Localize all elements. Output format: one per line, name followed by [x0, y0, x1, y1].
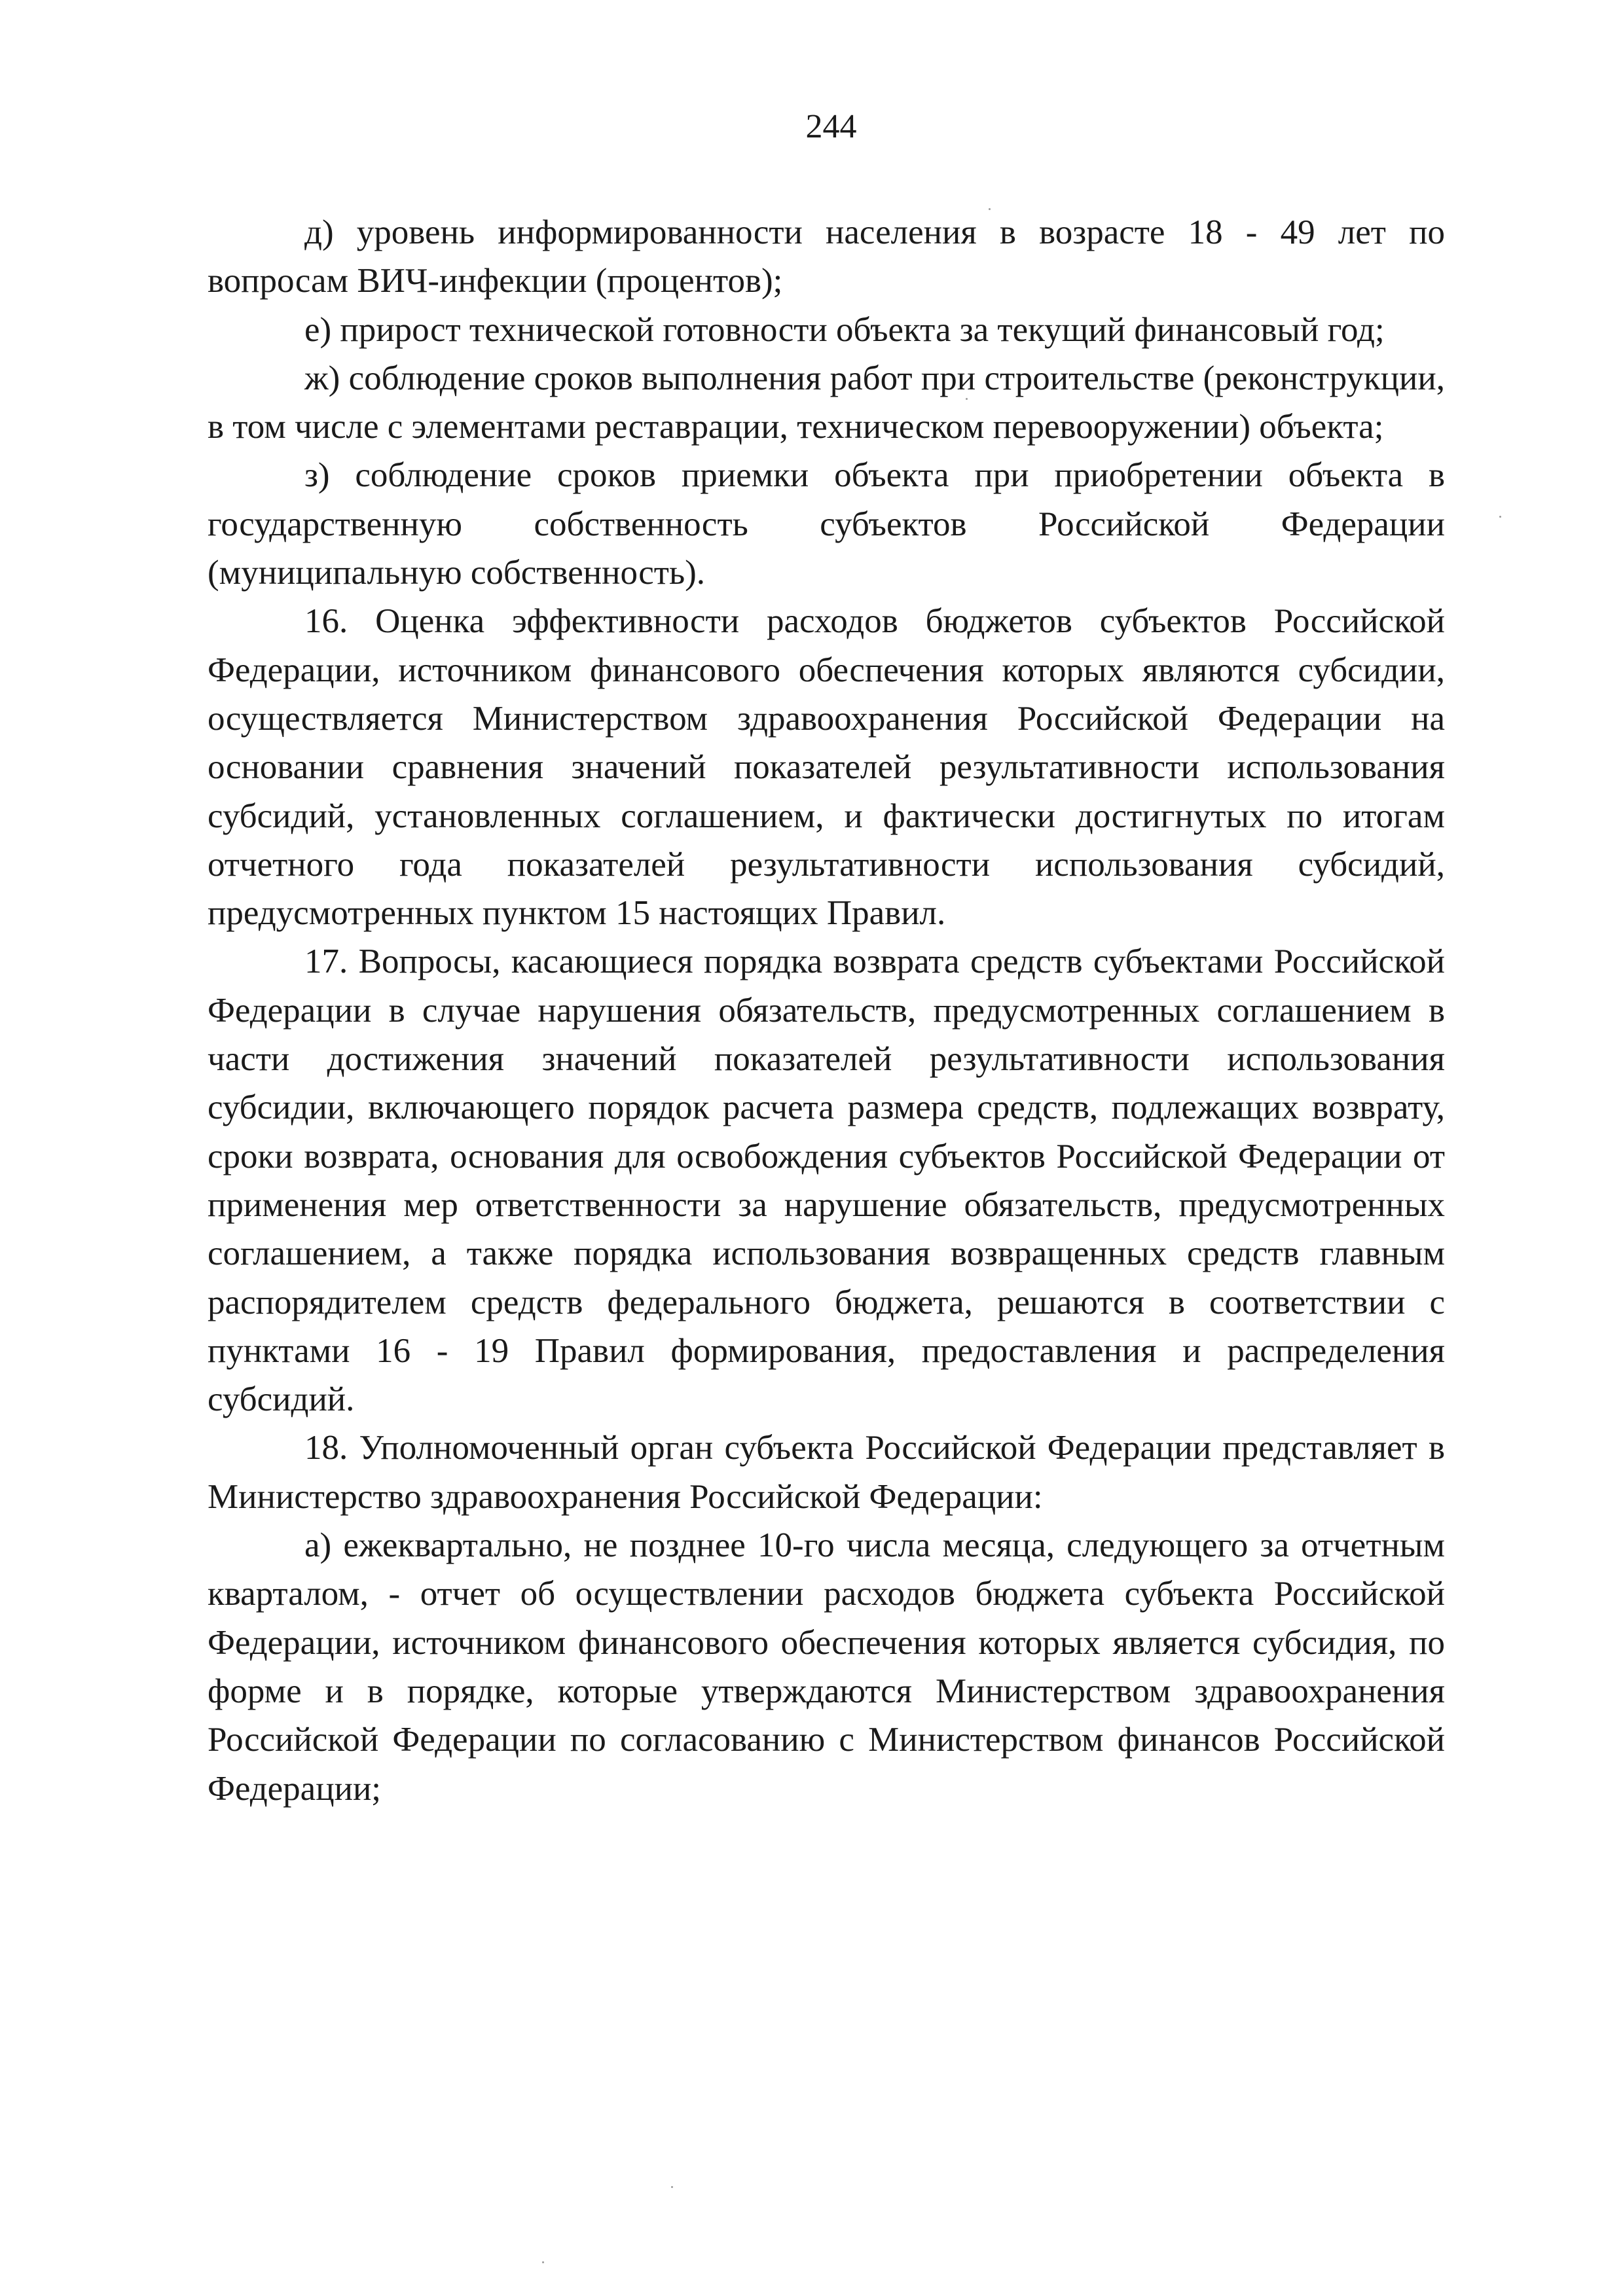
scan-speck	[989, 208, 991, 210]
scan-speck	[966, 398, 968, 400]
paragraph-item-d: д) уровень информированности населения в возрасте 18 - 49 лет по вопросам ВИЧ-инфекции (процентов);	[208, 213, 1445, 300]
paragraph-clause-17: 17. Вопросы, касающиеся порядка возврата средств субъектами Российской Федерации в случае нарушения обязательств, предусмотренных соглашением в части достижения значений показателей результативности использования субсидии, включающего порядок расчета размера средств, подлежащих возврату, сроки возврата, основания для освобождения субъектов Российской Федерации от применения мер ответственности за нарушение обязательств, предусмотренных соглашением, а также порядка использования возвращенных средств главным распорядителем средств федерального бюджета, решаются в соответствии с пунктами 16 - 19 Правил формирования, предоставления и распределения субсидий.	[208, 942, 1445, 1419]
paragraph-item-a: а) ежеквартально, не позднее 10-го числа месяца, следующего за отчетным кварталом, - отчет об осуществлении расходов бюджета субъекта Российской Федерации, источником финансового обеспечения которых является субсидия, по форме и в порядке, которые утверждаются Министерством здравоохранения Российской Федерации по согласованию с Министерством финансов Российской Федерации;	[208, 1526, 1445, 1808]
page-number: 244	[805, 108, 857, 145]
paragraph-clause-16: 16. Оценка эффективности расходов бюджетов субъектов Российской Федерации, источником финансового обеспечения которых являются субсидии, осуществляется Министерством здравоохранения Российской Федерации на основании сравнения значений показателей результативности использования субсидий, установленных соглашением, и фактически достигнутых по итогам отчетного года показателей результативности использования субсидий, предусмотренных пунктом 15 настоящих Правил.	[208, 602, 1445, 933]
scan-speck	[542, 2261, 544, 2263]
paragraph-clause-18: 18. Уполномоченный орган субъекта Российской Федерации представляет в Министерство здравоохранения Российской Федерации:	[208, 1429, 1445, 1516]
scan-speck	[671, 2186, 673, 2188]
document-body	[208, 208, 1445, 1813]
paragraph-item-zh: ж) соблюдение сроков выполнения работ при строительстве (реконструкции, в том числе с элементами реставрации, техническом перевооружении) объекта;	[208, 359, 1445, 446]
paragraph-item-z: з) соблюдение сроков приемки объекта при приобретении объекта в государственную собственность субъектов Российской Федерации (муниципальную собственность).	[208, 456, 1445, 592]
scan-speck	[1499, 516, 1501, 518]
paragraph-item-e: е) прирост технической готовности объекта за текущий финансовый год;	[304, 310, 1385, 349]
